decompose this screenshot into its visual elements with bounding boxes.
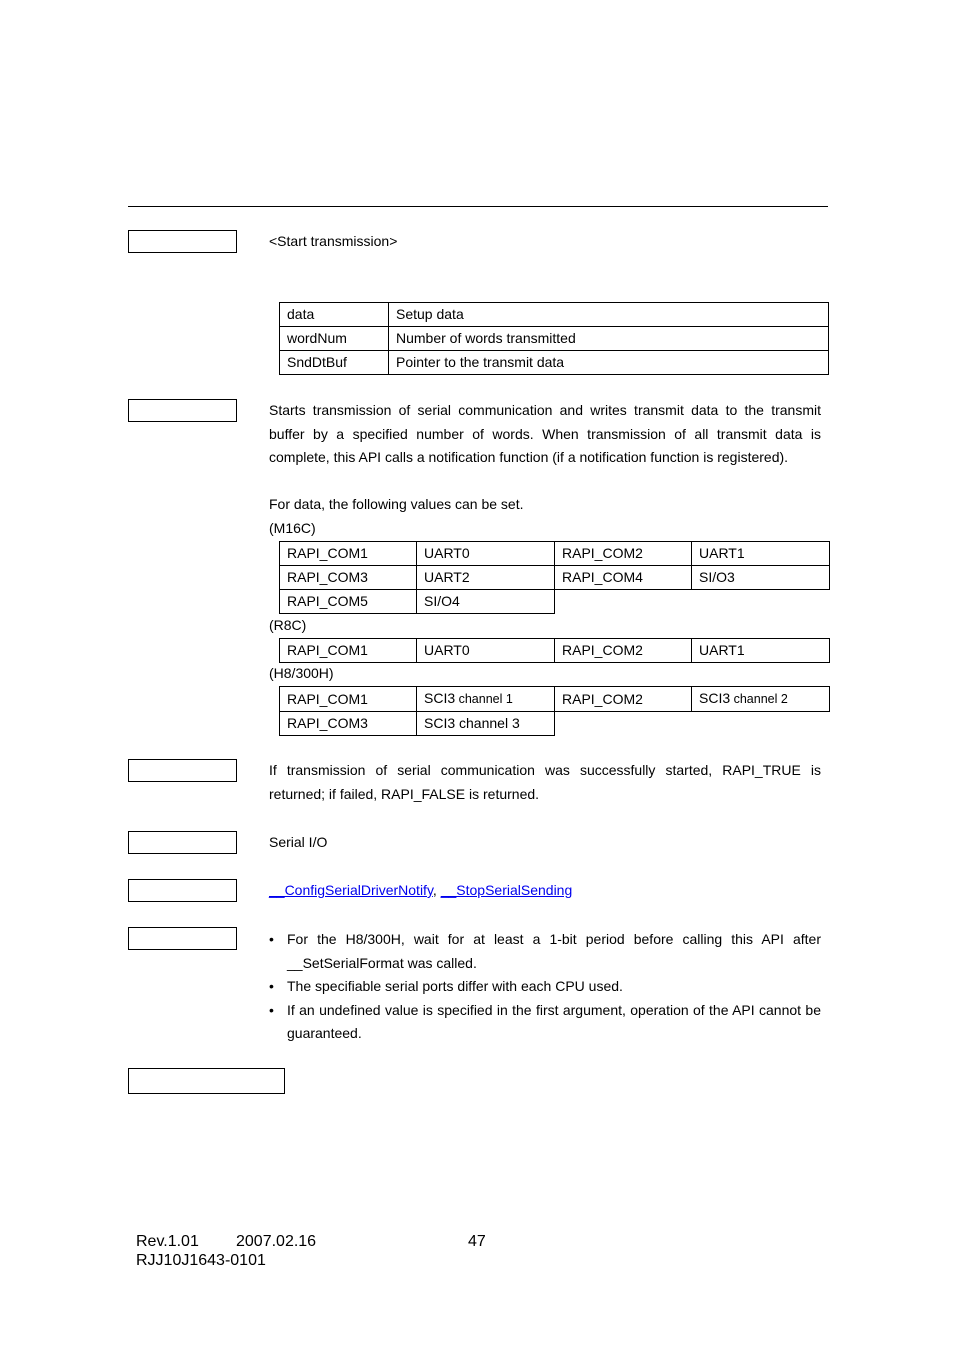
list-item: • If an undefined value is specified in the first argument, operation of the API cannot be guaranteed. (269, 999, 821, 1046)
table-cell: UART1 (692, 639, 830, 663)
table-cell: RAPI_COM4 (555, 566, 692, 590)
section-label-box-category (128, 831, 237, 854)
table-cell: RAPI_COM1 (280, 542, 417, 566)
header-rule (128, 206, 828, 207)
table-cell: SI/O3 (692, 566, 830, 590)
m16c-label: (M16C) (269, 520, 316, 536)
cell-part: SCI3 (424, 690, 456, 706)
table-cell: SCI3 channel 3 (417, 712, 555, 736)
table-cell: RAPI_COM2 (555, 542, 692, 566)
values-intro: For data, the following values can be set. (269, 496, 524, 512)
param-name: SndDtBuf (280, 351, 389, 375)
table-row (280, 590, 830, 614)
table-row (280, 303, 829, 327)
table-cell: UART2 (417, 566, 555, 590)
cell-part: channel 2 (730, 692, 788, 706)
cell-part: SCI3 (699, 690, 731, 706)
section-label-box-name (128, 230, 237, 253)
section-label-box-related (128, 879, 237, 902)
list-item: • For the H8/300H, wait for at least a 1-bit period before calling this API after __SetSerialFormat was called. (269, 928, 821, 975)
r8c-table (279, 638, 830, 663)
list-item: • The specifiable serial ports differ with each CPU used. (269, 975, 821, 999)
api-title: <Start transmission> (269, 233, 398, 249)
footer-doc-id: RJJ10J1643-0101 (136, 1252, 266, 1269)
link-config-serial-driver-notify[interactable]: __ConfigSerialDriverNotify (269, 882, 433, 898)
related-separator: , (432, 882, 441, 898)
section-label-box-example (128, 1068, 285, 1094)
table-cell: RAPI_COM1 (280, 639, 417, 663)
table-cell: RAPI_COM2 (555, 639, 692, 663)
footer-rev: Rev.1.01 (136, 1233, 199, 1250)
table-cell: UART0 (417, 542, 555, 566)
table-cell: UART1 (692, 542, 830, 566)
table-row (280, 351, 829, 375)
table-cell (692, 687, 830, 712)
table-row (280, 566, 830, 590)
r8c-label: (R8C) (269, 617, 307, 633)
parameters-table (279, 302, 829, 375)
footer-date: 2007.02.16 (236, 1233, 317, 1250)
table-cell: RAPI_COM2 (555, 687, 692, 712)
table-cell: RAPI_COM3 (280, 566, 417, 590)
table-cell: SI/O4 (417, 590, 555, 614)
h8-label: (H8/300H) (269, 665, 334, 681)
table-cell: RAPI_COM5 (280, 590, 417, 614)
param-desc: Setup data (389, 303, 829, 327)
category-text: Serial I/O (269, 834, 328, 850)
table-cell-empty (555, 590, 830, 614)
description-text: Starts transmission of serial communication and writes transmit data to the transmit buffer by a specified number of words. When transmission of all transmit data is complete, this API calls a notification function (if a notification function is registered). (269, 402, 821, 465)
table-row (280, 712, 830, 736)
table-row (280, 687, 830, 712)
table-row (280, 639, 830, 663)
page-number: 47 (468, 1233, 486, 1250)
notes-list (269, 928, 821, 1046)
param-name: wordNum (280, 327, 389, 351)
section-label-box-description (128, 399, 237, 422)
link-stop-serial-sending[interactable]: __StopSerialSending (440, 882, 573, 898)
param-name: data (280, 303, 389, 327)
h8-table (279, 686, 830, 736)
related-functions (269, 879, 572, 903)
cell-part: channel 1 (455, 692, 513, 706)
return-text: If transmission of serial communication was successfully started, RAPI_TRUE is returned; if failed, RAPI_FALSE is returned. (269, 762, 821, 802)
section-label-box-return (128, 759, 237, 782)
table-row (280, 542, 830, 566)
m16c-table (279, 541, 830, 614)
table-row (280, 327, 829, 351)
section-label-box-notes (128, 927, 237, 950)
param-desc: Number of words transmitted (389, 327, 829, 351)
table-cell: UART0 (417, 639, 555, 663)
table-cell: RAPI_COM1 (280, 687, 417, 712)
table-cell: RAPI_COM3 (280, 712, 417, 736)
param-desc: Pointer to the transmit data (389, 351, 829, 375)
table-cell (417, 687, 555, 712)
table-cell-empty (555, 712, 830, 736)
